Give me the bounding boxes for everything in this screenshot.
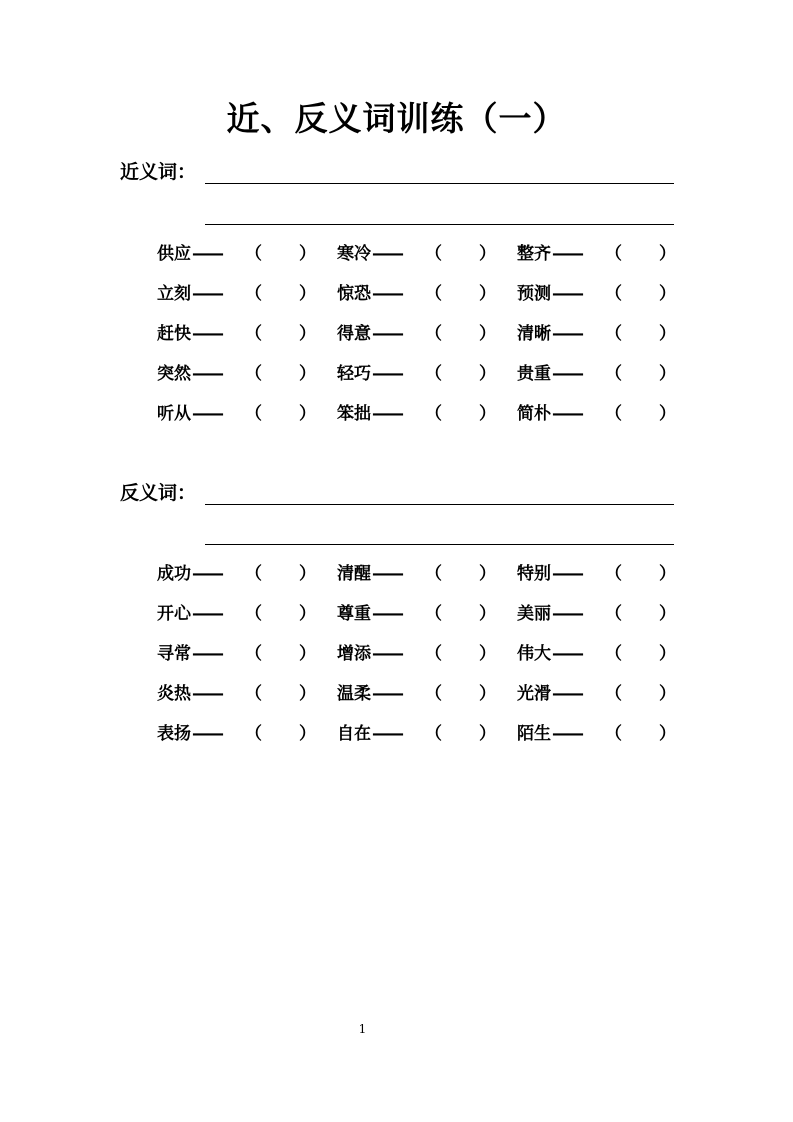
exercise-word: 伟大 <box>517 644 551 664</box>
answer-close-paren[interactable]: ） <box>659 724 676 744</box>
answer-close-paren[interactable]: ） <box>479 364 496 384</box>
dash: —— <box>552 684 582 704</box>
synonyms-answer-line-2[interactable] <box>205 224 674 225</box>
antonyms-row <box>157 721 676 761</box>
answer-close-paren[interactable]: ） <box>659 364 676 384</box>
answer-open-paren[interactable]: （ <box>425 244 442 264</box>
exercise-word: 开心 <box>157 604 191 624</box>
antonyms-row <box>157 681 676 721</box>
answer-open-paren[interactable]: （ <box>245 564 262 584</box>
answer-open-paren[interactable]: （ <box>605 564 622 584</box>
answer-open-paren[interactable]: （ <box>425 324 442 344</box>
antonyms-answer-line-2[interactable] <box>205 544 674 545</box>
page-number: 1 <box>358 1022 367 1036</box>
answer-open-paren[interactable]: （ <box>605 404 622 424</box>
answer-open-paren[interactable]: （ <box>245 404 262 424</box>
exercise-word: 表扬 <box>157 724 191 744</box>
answer-close-paren[interactable]: ） <box>479 564 496 584</box>
answer-close-paren[interactable]: ） <box>659 404 676 424</box>
answer-open-paren[interactable]: （ <box>605 244 622 264</box>
answer-close-paren[interactable]: ） <box>299 404 316 424</box>
synonyms-row <box>157 281 676 321</box>
synonyms-row <box>157 241 676 281</box>
dash: —— <box>552 404 582 424</box>
antonyms-answer-line-1[interactable] <box>205 504 674 505</box>
answer-open-paren[interactable]: （ <box>605 604 622 624</box>
answer-close-paren[interactable]: ） <box>479 724 496 744</box>
dash: —— <box>372 644 402 664</box>
antonyms-row <box>157 641 676 681</box>
answer-close-paren[interactable]: ） <box>659 684 676 704</box>
answer-close-paren[interactable]: ） <box>479 684 496 704</box>
answer-open-paren[interactable]: （ <box>245 364 262 384</box>
dash: —— <box>372 684 402 704</box>
answer-open-paren[interactable]: （ <box>605 644 622 664</box>
page-title: 近、反义词训练（一） <box>226 99 567 138</box>
dash: —— <box>552 324 582 344</box>
dash: —— <box>552 364 582 384</box>
answer-open-paren[interactable]: （ <box>425 284 442 304</box>
answer-close-paren[interactable]: ） <box>299 604 316 624</box>
exercise-word: 美丽 <box>517 604 551 624</box>
synonyms-row <box>157 321 676 361</box>
synonyms-row <box>157 361 676 401</box>
answer-open-paren[interactable]: （ <box>245 324 262 344</box>
answer-open-paren[interactable]: （ <box>425 364 442 384</box>
answer-open-paren[interactable]: （ <box>245 604 262 624</box>
answer-close-paren[interactable]: ） <box>299 684 316 704</box>
answer-open-paren[interactable]: （ <box>425 724 442 744</box>
answer-close-paren[interactable]: ） <box>659 284 676 304</box>
exercise-word: 赶快 <box>157 324 191 344</box>
exercise-word: 突然 <box>157 364 191 384</box>
answer-open-paren[interactable]: （ <box>425 564 442 584</box>
dash: —— <box>372 364 402 384</box>
answer-open-paren[interactable]: （ <box>425 684 442 704</box>
dash: —— <box>372 404 402 424</box>
dash: —— <box>552 604 582 624</box>
answer-open-paren[interactable]: （ <box>605 324 622 344</box>
dash: —— <box>192 604 222 624</box>
dash: —— <box>372 724 402 744</box>
answer-close-paren[interactable]: ） <box>659 324 676 344</box>
exercise-word: 特别 <box>517 564 551 584</box>
dash: —— <box>192 644 222 664</box>
exercise-word: 增添 <box>337 644 371 664</box>
answer-close-paren[interactable]: ） <box>659 244 676 264</box>
dash: —— <box>372 604 402 624</box>
answer-open-paren[interactable]: （ <box>425 604 442 624</box>
exercise-word: 寒冷 <box>337 244 371 264</box>
dash: —— <box>372 564 402 584</box>
answer-close-paren[interactable]: ） <box>479 244 496 264</box>
synonyms-answer-line-1[interactable] <box>205 183 674 184</box>
answer-close-paren[interactable]: ） <box>299 284 316 304</box>
answer-open-paren[interactable]: （ <box>605 684 622 704</box>
exercise-word: 立刻 <box>157 284 191 304</box>
dash: —— <box>192 284 222 304</box>
exercise-word: 寻常 <box>157 644 191 664</box>
answer-close-paren[interactable]: ） <box>299 364 316 384</box>
answer-open-paren[interactable]: （ <box>605 364 622 384</box>
exercise-word: 轻巧 <box>337 364 371 384</box>
dash: —— <box>552 564 582 584</box>
dash: —— <box>192 564 222 584</box>
synonyms-exercise-grid <box>157 241 676 441</box>
dash: —— <box>192 244 222 264</box>
answer-close-paren[interactable]: ） <box>299 244 316 264</box>
answer-open-paren[interactable]: （ <box>245 244 262 264</box>
dash: —— <box>192 404 222 424</box>
answer-close-paren[interactable]: ） <box>299 324 316 344</box>
antonyms-row <box>157 561 676 601</box>
exercise-word: 清晰 <box>517 324 551 344</box>
antonyms-exercise-grid <box>157 561 676 761</box>
exercise-word: 供应 <box>157 244 191 264</box>
dash: —— <box>192 684 222 704</box>
dash: —— <box>552 644 582 664</box>
answer-open-paren[interactable]: （ <box>425 404 442 424</box>
exercise-word: 陌生 <box>517 724 551 744</box>
dash: —— <box>192 364 222 384</box>
dash: —— <box>552 284 582 304</box>
exercise-word: 得意 <box>337 324 371 344</box>
synonyms-row <box>157 401 676 441</box>
dash: —— <box>372 284 402 304</box>
exercise-word: 成功 <box>157 564 191 584</box>
exercise-word: 光滑 <box>517 684 551 704</box>
exercise-word: 笨拙 <box>337 404 371 424</box>
answer-open-paren[interactable]: （ <box>245 644 262 664</box>
exercise-word: 预测 <box>517 284 551 304</box>
dash: —— <box>192 724 222 744</box>
exercise-word: 尊重 <box>337 604 371 624</box>
answer-open-paren[interactable]: （ <box>245 724 262 744</box>
answer-close-paren[interactable]: ） <box>299 564 316 584</box>
answer-open-paren[interactable]: （ <box>245 684 262 704</box>
answer-close-paren[interactable]: ） <box>479 644 496 664</box>
exercise-word: 清醒 <box>337 564 371 584</box>
answer-close-paren[interactable]: ） <box>479 284 496 304</box>
exercise-word: 自在 <box>337 724 371 744</box>
exercise-word: 温柔 <box>337 684 371 704</box>
exercise-word: 听从 <box>157 404 191 424</box>
answer-close-paren[interactable]: ） <box>659 604 676 624</box>
answer-close-paren[interactable]: ） <box>299 724 316 744</box>
antonyms-row <box>157 601 676 641</box>
answer-close-paren[interactable]: ） <box>479 604 496 624</box>
exercise-word: 惊恐 <box>337 284 371 304</box>
synonyms-label: 近义词： <box>120 161 197 183</box>
answer-close-paren[interactable]: ） <box>299 644 316 664</box>
dash: —— <box>192 324 222 344</box>
answer-close-paren[interactable]: ） <box>659 564 676 584</box>
dash: —— <box>372 244 402 264</box>
answer-close-paren[interactable]: ） <box>659 644 676 664</box>
answer-open-paren[interactable]: （ <box>245 284 262 304</box>
dash: —— <box>552 244 582 264</box>
exercise-word: 整齐 <box>517 244 551 264</box>
dash: —— <box>372 324 402 344</box>
exercise-word: 贵重 <box>517 364 551 384</box>
antonyms-label: 反义词： <box>120 482 197 504</box>
answer-close-paren[interactable]: ） <box>479 324 496 344</box>
answer-open-paren[interactable]: （ <box>425 644 442 664</box>
answer-close-paren[interactable]: ） <box>479 404 496 424</box>
exercise-word: 炎热 <box>157 684 191 704</box>
exercise-word: 简朴 <box>517 404 551 424</box>
answer-open-paren[interactable]: （ <box>605 724 622 744</box>
answer-open-paren[interactable]: （ <box>605 284 622 304</box>
dash: —— <box>552 724 582 744</box>
